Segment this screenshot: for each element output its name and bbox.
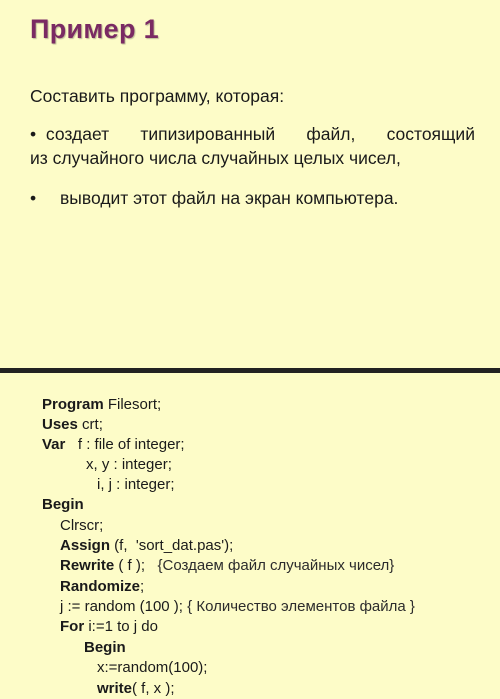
code-line: Begin <box>42 496 84 513</box>
code-line: i, j : integer; <box>97 476 175 493</box>
code-line: For i:=1 to j do <box>60 618 158 635</box>
page-title: Пример 1 <box>30 14 159 44</box>
code-line: Uses crt; <box>42 416 103 433</box>
bullet-marker: • <box>30 124 37 144</box>
code-line: write( f, x ); <box>97 680 175 697</box>
bullet-1-word: • создает <box>30 124 110 144</box>
code-comment: {Создаем файл случайных чисел} <box>157 557 395 574</box>
code-comment: { Количество элементов файла } <box>187 598 415 615</box>
code-line: Program Filesort; <box>42 396 162 413</box>
code-line: Randomize; <box>60 578 145 595</box>
code-line: x:=random(100); <box>97 659 208 676</box>
bullet-1-word: файл, <box>306 124 356 144</box>
code-line: Rewrite ( f ); {Создаем файл случайных чисел} <box>60 557 395 574</box>
task-statement: Составить программу, которая: <box>30 86 285 106</box>
code-line: x, y : integer; <box>86 456 172 473</box>
bullet-1-line-1 <box>30 122 475 146</box>
bullet-item-2 <box>30 186 475 210</box>
code-line: Var f : file of integer; <box>42 436 185 453</box>
bullet-2-text: выводит этот файл на экран компьютера. <box>60 188 399 208</box>
bullet-marker: • <box>30 188 37 208</box>
code-line: Begin <box>84 639 126 656</box>
bullet-1-word: типизированный <box>140 124 276 144</box>
code-line: Assign (f, 'sort_dat.pas'); <box>60 537 234 554</box>
code-line: Clrscr; <box>60 517 104 534</box>
bullet-item-1 <box>30 122 475 170</box>
bullet-1-line-2: из случайного числа случайных целых чисел, <box>30 148 401 168</box>
code-line: j := random (100 ); { Количество элементов файла } <box>60 598 415 615</box>
bullet-1-word: состоящий <box>386 124 475 144</box>
code-listing <box>0 373 500 697</box>
